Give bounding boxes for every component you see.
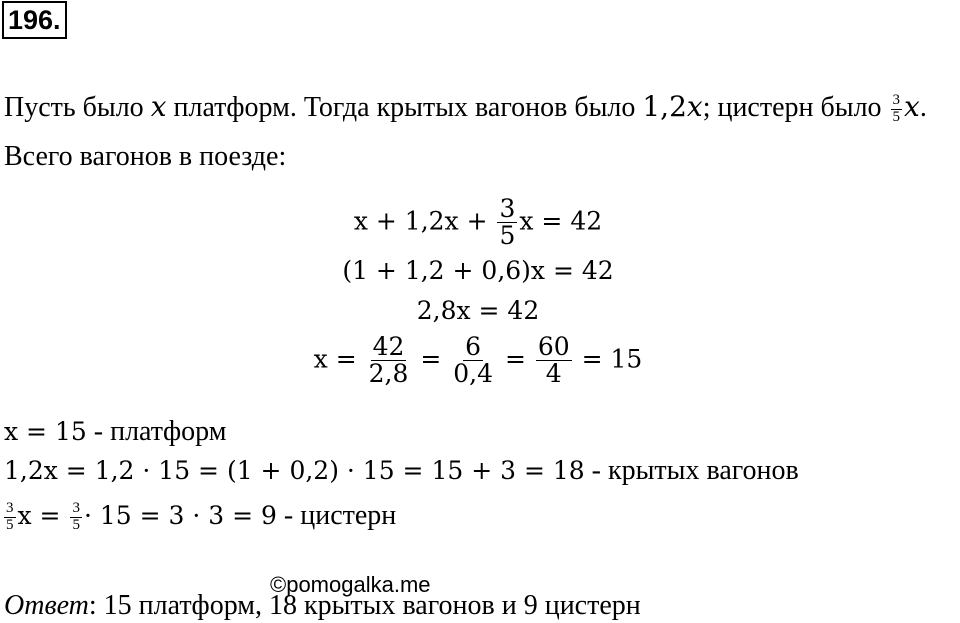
result-1-text: - платформ — [86, 416, 227, 447]
problem-number: 196. — [2, 1, 67, 39]
result-3-part-b: · 15 = 3 · 3 = 9 — [83, 501, 277, 530]
equation-4-part-a: x = — [313, 344, 365, 374]
result-3-fraction-1-num: 3 — [6, 500, 14, 517]
equation-4-equals-1: = — [412, 344, 450, 374]
equation-2: (1 + 1,2 + 0,6)x = 42 — [342, 256, 614, 285]
result-3-fraction-2-den: 5 — [72, 517, 80, 534]
intro-var-3: x — [904, 90, 920, 123]
equation-4-part-b: = 15 — [573, 344, 643, 374]
equation-1-part-b: x = 42 — [519, 206, 603, 236]
result-2-text: - крытых вагонов — [584, 455, 799, 486]
answer-label: Ответ — [4, 590, 89, 621]
equation-1-fraction — [497, 196, 517, 250]
equation-4-fraction-2-num: 6 — [465, 332, 482, 361]
intro-fraction-num: 3 — [892, 92, 901, 109]
intro-var-2: x — [686, 90, 703, 123]
intro-text-1: Пусть было — [4, 92, 151, 123]
intro-text-4: . — [919, 92, 927, 123]
equation-4-fraction-1-den: 2,8 — [368, 359, 409, 389]
watermark: ©pomogalka.me — [270, 572, 431, 597]
equation-1-part-a: x + 1,2x + — [353, 206, 496, 236]
result-3-fraction-2 — [70, 501, 82, 534]
intro-text-2: платформ. Тогда крытых вагонов было — [166, 92, 643, 123]
equation-1-fraction-den: 5 — [499, 221, 516, 251]
result-3 — [2, 500, 396, 534]
result-3-text: - цистерн — [276, 500, 397, 531]
intro-fraction-den: 5 — [892, 109, 901, 126]
result-3-part-a: x = — [17, 501, 69, 530]
intro-line — [4, 91, 927, 126]
result-3-fraction-1-den: 5 — [6, 517, 14, 534]
result-1-math: x = 15 — [4, 417, 87, 446]
result-2-math: 1,2x = 1,2 · 15 = (1 + 0,2) · 15 = 15 + 3 = 18 — [4, 456, 585, 485]
total-line: Всего вагонов в поезде: — [4, 141, 287, 172]
intro-var: x — [150, 90, 167, 123]
equation-4-fraction-2-den: 0,4 — [453, 359, 493, 389]
result-1 — [4, 416, 226, 448]
equation-4-fraction-3-den: 4 — [545, 359, 562, 389]
equation-4-fraction-3 — [536, 334, 572, 388]
equation-1 — [0, 196, 960, 250]
equation-4-equals-2: = — [497, 344, 534, 374]
equation-4-fraction-1-num: 42 — [372, 332, 405, 361]
equation-1-fraction-num: 3 — [499, 194, 516, 223]
intro-text-3: ; цистерн было — [702, 92, 889, 123]
answer-line — [4, 590, 641, 622]
answer-text: : 15 платформ, 18 крытых вагонов и 9 цистерн — [88, 590, 641, 621]
equation-3: 2,8x = 42 — [416, 296, 540, 325]
equation-4-fraction-2 — [451, 334, 495, 388]
equation-4-fraction-3-num: 60 — [537, 332, 570, 361]
equation-4 — [0, 334, 960, 388]
result-3-fraction-1 — [4, 501, 16, 534]
result-2 — [4, 455, 799, 487]
equation-4-fraction-1 — [367, 334, 411, 388]
result-3-fraction-2-num: 3 — [72, 500, 80, 517]
intro-coef: 1,2 — [642, 90, 687, 123]
intro-fraction — [891, 93, 903, 126]
